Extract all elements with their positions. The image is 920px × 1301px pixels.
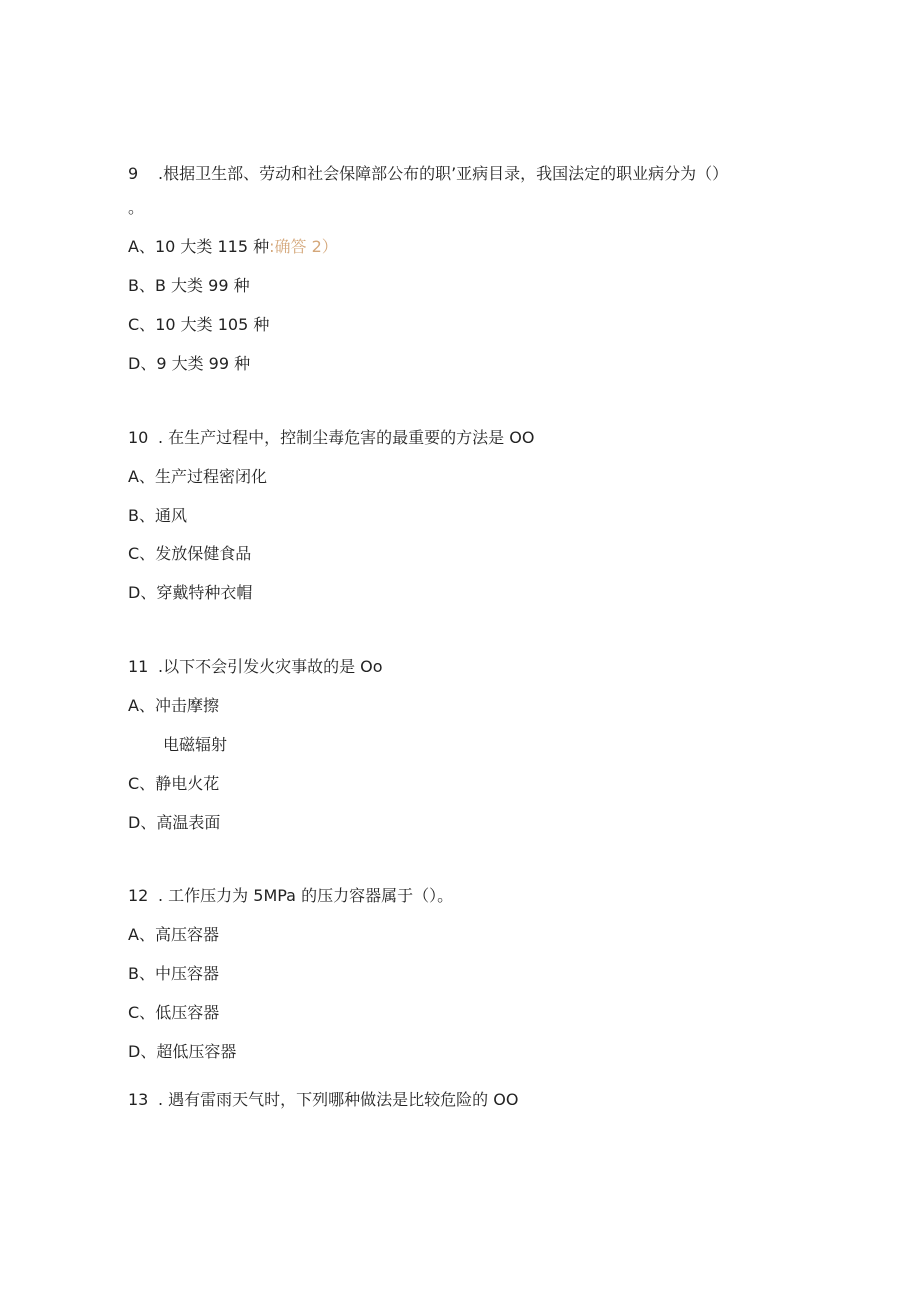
option-text: 通风: [154, 506, 187, 525]
question-11-stem: [128, 657, 383, 677]
option-prefix: A、: [128, 237, 155, 256]
option-text: 超低压容器: [156, 1042, 237, 1061]
option-text: 高温表面: [156, 813, 221, 832]
question-number: 12: [128, 886, 149, 905]
question-9-continuation: [128, 198, 144, 218]
question-number: 10: [128, 428, 149, 447]
question-11-option-a: [128, 696, 219, 716]
option-prefix: C、: [128, 774, 156, 793]
question-10-option-a: [128, 467, 267, 487]
question-12-option-a: [128, 925, 219, 945]
question-12-option-b: [128, 964, 219, 984]
option-text: 冲击摩擦: [154, 696, 219, 715]
option-text: B 大类 99 种: [154, 276, 250, 295]
question-9-option-c: [128, 315, 269, 335]
option-text: 电磁辐射: [163, 735, 228, 754]
option-text: 生产过程密闭化: [154, 467, 267, 486]
question-text: . 在生产过程中，控制尘毒危害的最重要的方法是 OO: [158, 428, 535, 447]
question-number: 13: [128, 1090, 149, 1109]
option-text: 10 大类 105 种: [155, 315, 270, 334]
question-9-option-b: [128, 276, 250, 296]
option-prefix: A、: [128, 696, 155, 715]
option-prefix: D、: [128, 354, 157, 373]
question-9-stem: [128, 164, 728, 184]
question-text-continuation: 。: [128, 198, 145, 217]
option-prefix: A、: [128, 925, 155, 944]
question-11-option-b: [163, 735, 227, 755]
question-10-option-c: [128, 544, 251, 564]
question-text: . 工作压力为 5MPa 的压力容器属于（）。: [158, 886, 454, 905]
option-prefix: A、: [128, 467, 155, 486]
question-12-stem: [128, 886, 453, 906]
option-prefix: B、: [128, 276, 155, 295]
question-number: 9: [128, 164, 139, 183]
option-text: 静电火花: [155, 774, 220, 793]
question-10-option-b: [128, 506, 187, 526]
question-9-option-a: [128, 237, 338, 257]
option-text: 9 大类 99 种: [156, 354, 251, 373]
question-number: 11: [128, 657, 149, 676]
option-prefix: D、: [128, 1042, 157, 1061]
option-prefix: D、: [128, 813, 157, 832]
option-text: 高压容器: [154, 925, 219, 944]
option-prefix: C、: [128, 544, 156, 563]
option-prefix: D、: [128, 583, 157, 602]
question-text: .以下不会引发火灾事故的是 Oo: [158, 657, 383, 676]
question-text: . 遇有雷雨天气时，下列哪种做法是比较危险的 OO: [158, 1090, 519, 1109]
question-13-stem: [128, 1090, 518, 1110]
question-11-option-d: [128, 813, 220, 833]
question-12-option-c: [128, 1003, 219, 1023]
question-11-option-c: [128, 774, 219, 794]
option-prefix: B、: [128, 964, 155, 983]
option-text: 中压容器: [154, 964, 219, 983]
question-10-stem: [128, 428, 534, 448]
question-12-option-d: [128, 1042, 236, 1062]
question-10-option-d: [128, 583, 252, 603]
option-text: 低压容器: [155, 1003, 220, 1022]
option-prefix: C、: [128, 1003, 156, 1022]
answer-note: :确答 2）: [269, 237, 338, 256]
option-text: 发放保健食品: [155, 544, 252, 563]
question-text: .根据卫生部、劳动和社会保障部公布的职’亚病目录，我国法定的职业病分为（）: [158, 164, 729, 183]
option-prefix: C、: [128, 315, 156, 334]
option-prefix: B、: [128, 506, 155, 525]
question-9-option-d: [128, 354, 250, 374]
option-text: 穿戴特种衣帽: [156, 583, 253, 602]
option-text: 10 大类 115 种: [154, 237, 270, 256]
